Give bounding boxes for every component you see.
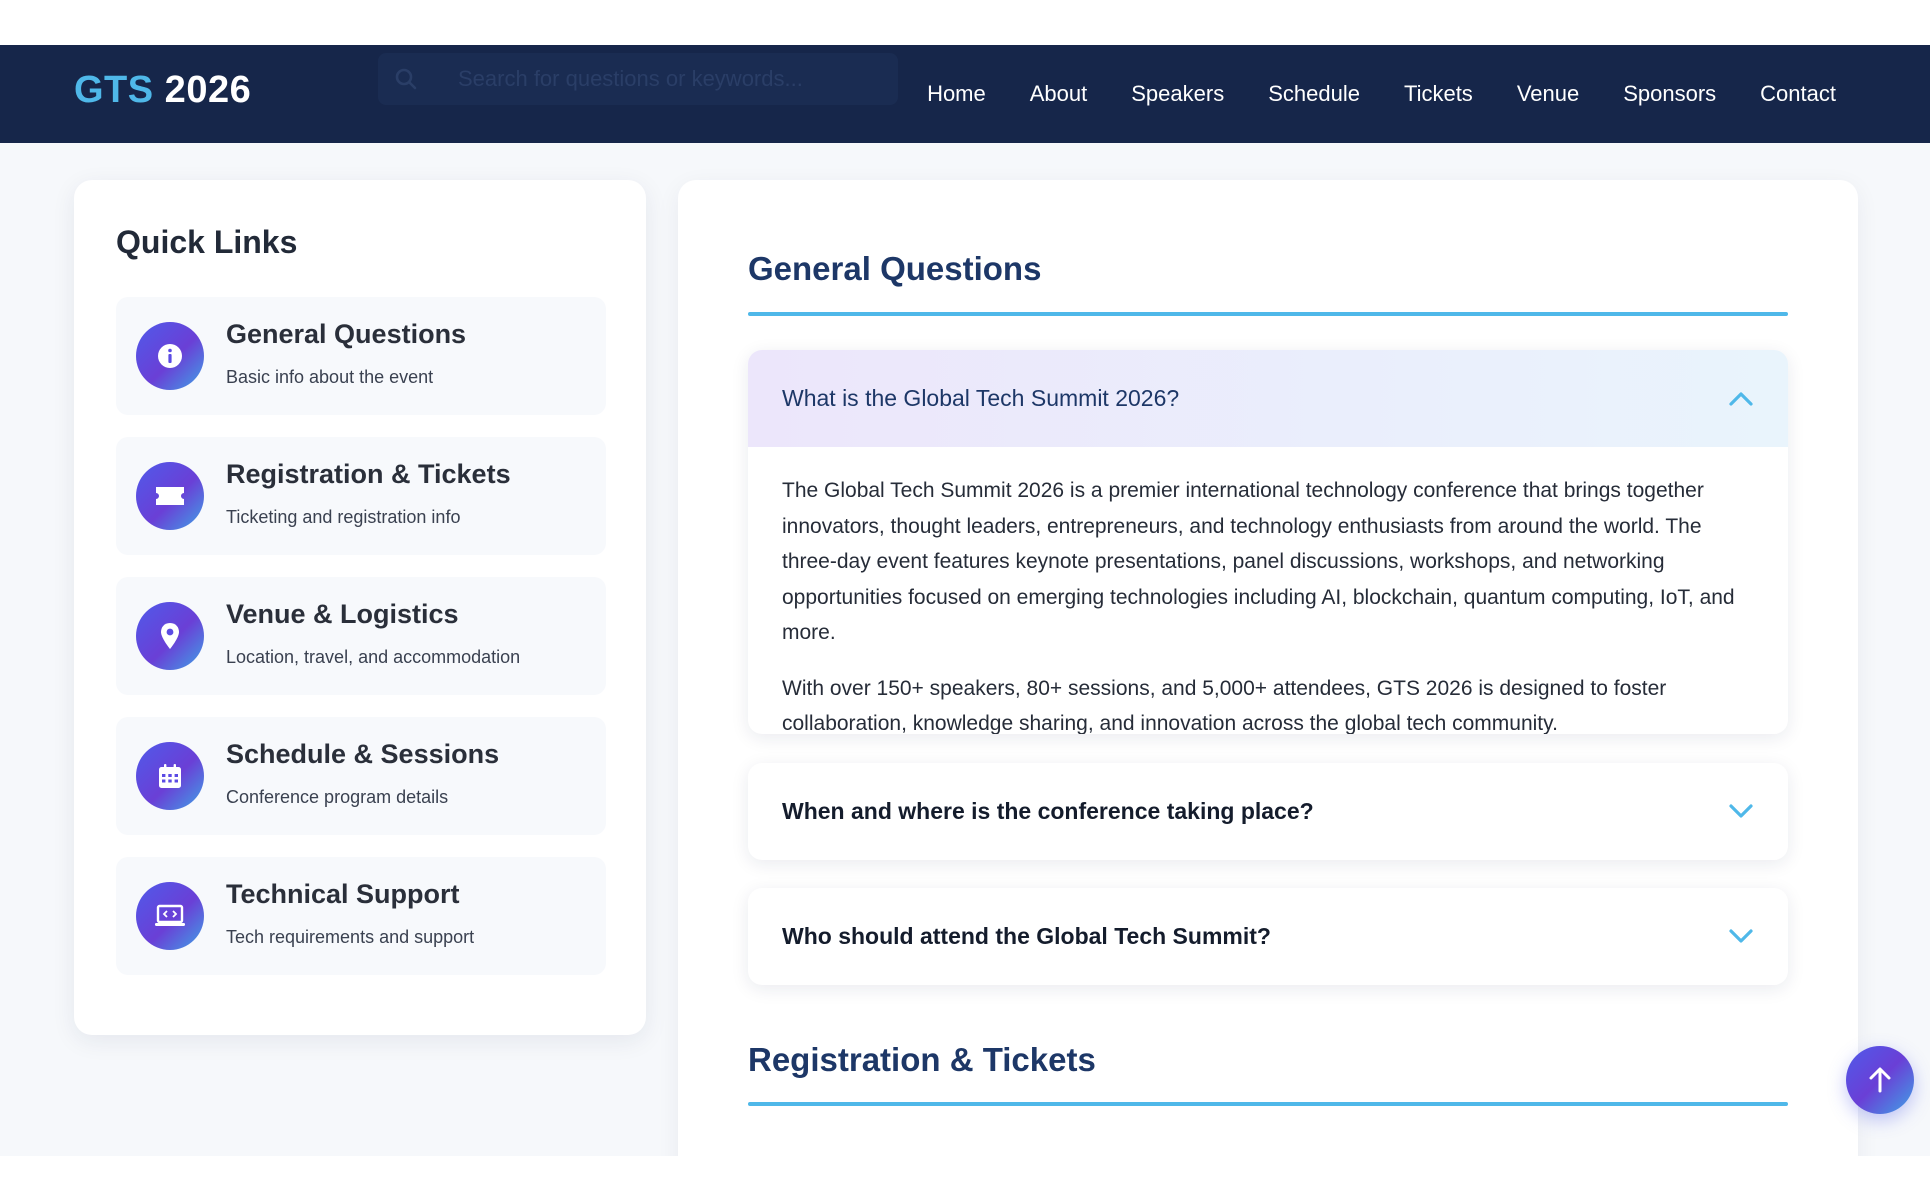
section-divider — [748, 1102, 1788, 1106]
nav-about[interactable]: About — [1029, 81, 1088, 106]
quick-link-subtitle: Ticketing and registration info — [226, 507, 461, 527]
search-icon — [394, 67, 418, 91]
chevron-down-icon — [1728, 926, 1754, 946]
nav-speakers[interactable]: Speakers — [1131, 81, 1225, 106]
faq-question: What is the Global Tech Summit 2026? — [782, 385, 1180, 411]
faq-question: Who should attend the Global Tech Summit? — [782, 923, 1271, 949]
faq-item — [748, 888, 1788, 985]
site-logo[interactable] — [74, 69, 251, 112]
logo-accent-text: GTS — [74, 69, 154, 111]
navbar — [0, 45, 1930, 143]
nav-sponsors[interactable]: Sponsors — [1623, 81, 1717, 106]
nav-schedule[interactable]: Schedule — [1268, 81, 1360, 106]
faq-question: When and where is the conference taking place? — [782, 798, 1314, 824]
quick-link-venue-logistics[interactable] — [116, 577, 606, 695]
quick-links-title: Quick Links — [116, 224, 298, 260]
faq-question-toggle[interactable] — [748, 763, 1788, 860]
nav-home[interactable]: Home — [927, 81, 986, 106]
quick-link-title: Schedule & Sessions — [226, 739, 500, 769]
nav-venue[interactable]: Venue — [1516, 81, 1580, 106]
section-divider — [748, 312, 1788, 316]
quick-link-subtitle: Location, travel, and accommodation — [226, 647, 521, 667]
laptop-code-icon — [136, 882, 204, 950]
quick-link-title: Technical Support — [226, 879, 460, 909]
quick-links-panel — [74, 180, 646, 1035]
search-box — [378, 53, 898, 105]
arrow-up-icon — [1867, 1066, 1893, 1094]
info-icon — [136, 322, 204, 390]
faq-item — [748, 763, 1788, 860]
faq-question-toggle[interactable] — [748, 350, 1788, 447]
quick-link-subtitle: Tech requirements and support — [226, 927, 475, 947]
map-pin-icon — [136, 602, 204, 670]
faq-question-toggle[interactable] — [748, 888, 1788, 985]
calendar-icon — [136, 742, 204, 810]
section-title-registration-tickets: Registration & Tickets — [748, 1041, 1096, 1078]
quick-link-general-questions[interactable] — [116, 297, 606, 415]
quick-link-title: General Questions — [226, 319, 467, 349]
logo-rest-text: 2026 — [153, 69, 252, 111]
faq-item — [748, 350, 1788, 734]
quick-link-subtitle: Conference program details — [226, 787, 449, 807]
scroll-to-top-button[interactable] — [1846, 1046, 1914, 1114]
chevron-up-icon — [1728, 388, 1754, 408]
nav-contact[interactable]: Contact — [1760, 81, 1836, 106]
main-nav — [883, 45, 1836, 143]
top-strip — [0, 0, 1930, 45]
quick-link-subtitle: Basic info about the event — [226, 367, 434, 387]
ticket-icon — [136, 462, 204, 530]
faq-answer-paragraph: With over 150+ speakers, 80+ sessions, and 5,000+ attendees, GTS 2026 is designed to foster collaboration, knowledge sharing, and innovation across the global tech community. — [782, 676, 1667, 734]
quick-link-title: Venue & Logistics — [226, 599, 459, 629]
nav-tickets[interactable]: Tickets — [1403, 81, 1473, 106]
quick-link-registration-tickets[interactable] — [116, 437, 606, 555]
quick-link-title: Registration & Tickets — [226, 459, 511, 489]
bottom-strip — [0, 1156, 1930, 1200]
section-title-general-questions: General Questions — [748, 250, 1042, 287]
chevron-down-icon — [1728, 801, 1754, 821]
faq-content — [678, 180, 1858, 1180]
search-input[interactable] — [458, 63, 878, 95]
faq-answer-paragraph: The Global Tech Summit 2026 is a premier international technology conference that brings together innovators, thought leaders, entrepreneurs, and technology enthusiasts from around the world. The three-day event features keynote presentations, panel discussions, workshops, and networking opportunities focused on emerging technologies including AI, blockchain, quantum computing, IoT, and more. — [782, 479, 1735, 644]
quick-link-schedule-sessions[interactable] — [116, 717, 606, 835]
quick-link-technical-support[interactable] — [116, 857, 606, 975]
faq-answer — [748, 447, 1788, 734]
